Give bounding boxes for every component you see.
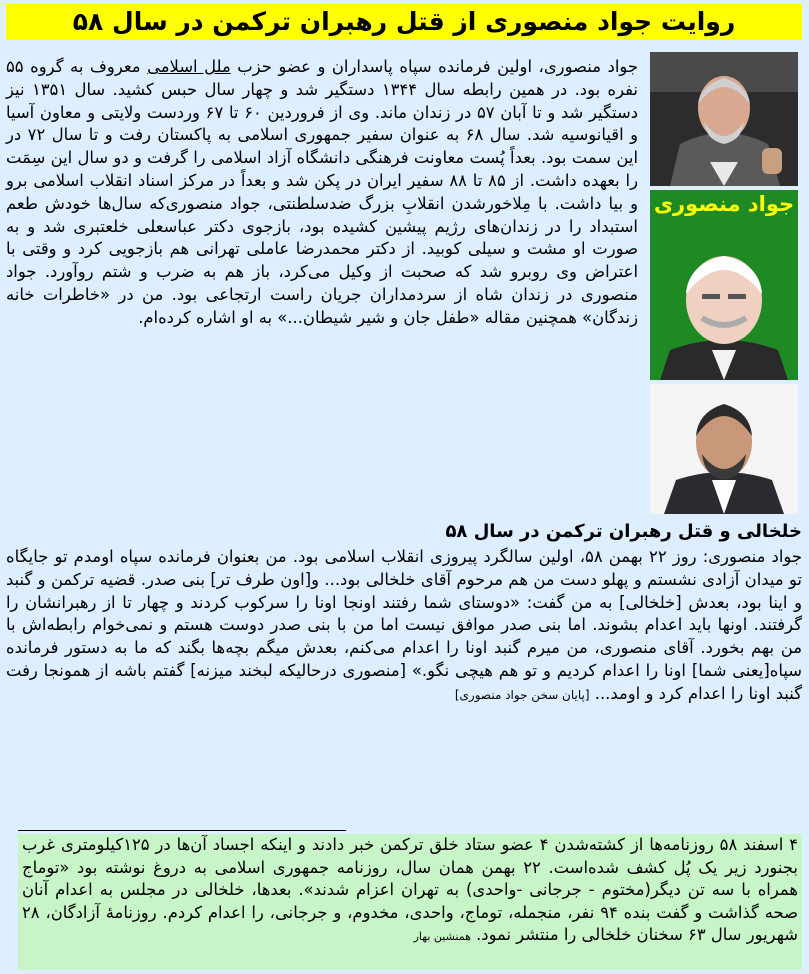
portrait-illustration-1 [650,52,798,186]
section-paragraph [6,546,802,707]
section-body: جواد منصوری: روز ۲۲ بهمن ۵۸، اولین سالگرد پیروزی انقلاب اسلامی بود. من بعنوان فرمانده سپاه اومدم تو جایگاه تو میدان آزادی نشستم و پهلو دست من هم مرحوم آقای خلخالی بود... و[اون طرف تر] بنی صدر. قضیه ترکمن و گنبد و اینا بود، بعدش [خلخالی] به من گفت: «دوستای شما رفتند اونجا اونا را سرکوب کردند و چهار تا از رهبرانشان را گرفتند. اونها باید اعدام بشوند. اما بنی صدر موافق نیست اما من با بنی صدر دوست هستم و نمی‌خوام رابطه‌اش با من بهم بخورد. آقای منصوری، من میرم گنبد اونا را اعدام می‌کنم، بعدش میگم بچه‌ها بگند که ما به دستور فرمانده سپاه[یعنی شما] اونا را اعدام کردیم و تو هم هیچی نگو.» [منصوری درحالیکه لبخند میزنه] گفتم باشه از همونجا رفت گنبد اونا را اعدام کرد و اومد... [6,547,802,703]
footnote-box [18,834,802,970]
page-title: روایت جواد منصوری از قتل رهبران ترکمن در سال ۵۸ [6,4,802,40]
photo-column [644,50,804,520]
portrait-illustration-3 [650,384,798,514]
intro-paragraph [6,56,638,330]
footnote-divider [18,830,346,831]
intro-section [0,50,809,520]
quote-endnote: [پایان سخن جواد منصوری] [454,687,590,702]
executions-section [6,520,802,707]
mansouri-photo-formal [650,384,798,514]
section-heading: خلخالی و قتل رهبران ترکمن در سال ۵۸ [445,521,802,542]
photo-caption: جواد منصوری [653,192,795,216]
mansouri-photo-speaking [650,52,798,186]
intro-text-part2: معروف به گروه ۵۵ نفره بود. در همین رابطه سال ۱۳۴۴ دستگیر شد و چهار سال حبس کشید. سال ۱۳۵۱ نیز دستگیر شد و تا آبان ۵۷ در زندان ماند. وی از فروردین ۶۰ تا ۶۷ وردست ولایتی و معاون آسیا و اقیانوسیه شد. سال ۶۸ به عنوان سفیر جمهوری اسلامی به پاکستان رفت و تا سال ۷۲ در این سمت بود. بعداً پُست معاونت فرهنگی دانشگاه آزاد اسلامی را گرفت و دو سال این سِمَت را بعهده داشت. از ۸۵ تا ۸۸ سفیر ایران در پکن شد و بعداً در مرکز اسناد انقلاب اسلامی برو و بیا داشت. با مِلاخورشدن انقلابِ بزرگ ضدسلطنتی، جواد منصوری‌که سال‌ها خودش طعم استبداد را در زندان‌های رژیم پیشین کشیده بود، بازجوی دکتر عباسعلی خلعتبری شد و به صورت او مشت و سیلی کوبید. از دکتر محمدرضا عاملی تهرانی هم بازجویی کرد و وقتی با اعتراض وی روبرو شد که صحبت از وکیل می‌کرد، باز هم به ضرب و شتم روآورد. جواد منصوری در زندان شاه از سردمداران جریان راست ارتجاعی بود. من در «خاطرات خانه زندگان» همچنین مقاله «طفل جان و شیر شیطان...» به او اشاره کرده‌ام. [6,57,639,327]
party-link[interactable]: ملل اسلامی [147,57,231,76]
mansouri-caption-photo [650,190,798,380]
footnote-body: ۴ اسفند ۵۸ روزنامه‌ها از کشته‌شدن ۴ عضو ستاد خلق ترکمن خبر دادند و اینکه اجساد آن‌ها در ۱۲۵کیلومتری غرب بجنورد زیر یک پُل کشف شده‌است. ۲۲ بهمن همان سال، روزنامه جمهوری اسلامی به دروغ نوشته بود «توماج همراه با سه تن دیگر(مختوم - جرجانی -واحدی) به تهران اعزام شدند». بعدها، خلخالی در مجلس به اعدام آنان صحه گذاشت و گفت بنده ۹۴ نفر، منجمله، توماج، واحدی، مخدوم، و جرجانی، را اعدام کردم. روزنامهٔ آزادگان، ۲۸ شهریور سال ۶۳ سخنان خلخالی را منتشر نمود. [22,835,798,945]
intro-text-part1: جواد منصوری، اولین فرمانده سپاه پاسداران و عضو حزب [230,57,638,76]
author-signature: همنشین بهار [413,930,471,944]
portrait-illustration-2 [650,190,798,380]
